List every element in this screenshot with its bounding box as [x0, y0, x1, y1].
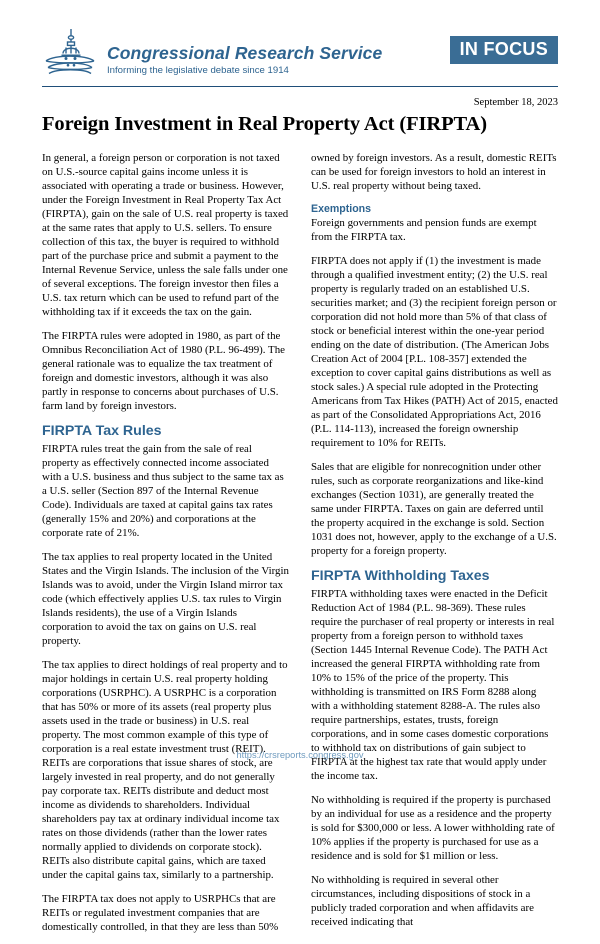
crs-tagline: Informing the legislative debate since 1914 — [107, 64, 289, 76]
paragraph: The FIRPTA rules were adopted in 1980, as part of the Omnibus Reconciliation Act of 1980 (P.L. 96-499). The general rationale was to equalize the tax treatment of foreign and domestic investors, although it was also partly in response to concerns about purchases of U.S. farm land by foreign investors. — [42, 329, 285, 412]
paragraph: No withholding is required if the property is purchased by an individual for use as a residence and the property is sold for $300,000 or less. A lower withholding rate of 10% applies if the property is purchased for use as a residence and is sold for $1 million or less. — [311, 794, 555, 863]
paragraph: The tax applies to direct holdings of real property and to major holdings in certain U.S. real property holding corporations (USRPHC). A USRPHC is a corporation that has 50% or more of its assets (real property plus assets used in the trade or business) in U.S. real property. The most common example of this type of corporation is a real estate investment trust (REIT). REITs are corporations that issue shares of stock, are largely invested in real property, and do not generally pay corporate tax. REITs distribute and deduct most income as dividends to shareholders. Individual shareholders pay tax at ordinary individual income tax rates on those dividends (rather than the lower rates normally applied to dividends on corporate stock). REITs also distribute capital gains, which are taxed under the capital gains tax, similarly to a partnership. — [42, 658, 288, 881]
paragraph: FIRPTA does not apply if (1) the investment is made through a qualified investment entity; (2) the U.S. real property is regularly traded on an established U.S. securities market; and (3) the recipient foreign person or corporation did not hold more than 5% of that class of stock or beneficial interest within the one-year period ending on the date of distribution. (The American Jobs Creation Act of 2004 [P.L. 108-357] extended the exception to cover capital gains distributions as well as stock sales.) A special rule adopted in the Protecting Americans from Tax Hikes (PATH) Act of 2015, enacted as part of the Consolidated Appropriations Act, 2016 (P.L. 114-113), increased the foreign ownership requirement to 10% for REITs. — [311, 255, 558, 450]
paragraph: owned by foreign investors. As a result, domestic REITs can be used for foreign investors to hold an interest in U.S. real property without being taxed. — [311, 151, 557, 192]
subsection-heading-exemptions: Exemptions — [311, 202, 372, 215]
body-columns — [42, 151, 558, 944]
page-title: Foreign Investment in Real Property Act (FIRPTA) — [42, 113, 487, 135]
masthead — [42, 28, 558, 80]
right-column — [311, 151, 558, 944]
in-focus-badge: IN FOCUS — [450, 36, 558, 64]
paragraph: In general, a foreign person or corporation is not taxed on U.S.-source capital gains income unless it is associated with operating a trade or business. However, under the Foreign Investment in Real Property Tax Act (FIRPTA), gain on the sale of U.S. real property is taxed at the same rates that apply to U.S. sellers. To ensure collection of this tax, the buyer is required to withhold part of the purchase price and submit a payment to the Internal Revenue Service, unless the sale falls under one of several exceptions. The foreign investor then files a U.S. tax return which can be used to refund part of the withholding tax if it exceeds the tax on the gain. — [42, 151, 289, 318]
crsreports-link[interactable]: https://crsreports.congress.gov — [236, 750, 364, 760]
paragraph: FIRPTA rules treat the gain from the sale of real property as effectively connected income associated with a U.S. business and thus subject to the same tax as a U.S. seller (Section 897 of the Internal Revenue Code). Individuals are taxed at capital gains tax rates (generally 15% and 20%) and corporations at the corporate rate of 21%. — [42, 442, 284, 539]
section-heading-firpta-tax-rules: FIRPTA Tax Rules — [42, 422, 162, 439]
paragraph: Foreign governments and pension funds are exempt from the FIRPTA tax. — [311, 217, 537, 244]
paragraph: The tax applies to real property located in the United States and the Virgin Islands. The inclusion of the Virgin Islands was to avoid, under the Virgin Island mirror tax code (which effectively applies U.S. tax rules to Virgin Islands residents), the use of a Virgin Islands corporation to avoid the tax on gains on U.S. real property. — [42, 550, 289, 647]
page-footer — [0, 745, 600, 763]
paragraph: No withholding is required in several other circumstances, including dispositions of stock in a publicly traded corporation and when affidavits are received indicating that — [311, 874, 534, 929]
crs-brand — [42, 28, 382, 78]
paragraph: The FIRPTA tax does not apply to USRPHCs that are REITs or regulated investment companies that are domestically controlled, in that they are less than 50% — [42, 892, 279, 933]
section-heading-firpta-withholding-taxes: FIRPTA Withholding Taxes — [311, 568, 490, 585]
paragraph: FIRPTA withholding taxes were enacted in the Deficit Reduction Act of 1984 (P.L. 98-369). These rules require the purchaser of real property or interests in real property from a foreign person to withhold taxes (Section 1445 Internal Revenue Code). The PATH Act increased the general FIRPTA withholding rate from 10% to 15% of the price of the property. This withholding is transmitted on IRS Form 8288 along with a withholding statement 8288-A. The rules also require partnerships, estates, trusts, foreign corporations, and in some cases domestic corporations to withhold tax on distributions of gain subject to FIRPTA at the highest tax rate that would apply under the income tax. — [311, 588, 555, 783]
header-divider — [42, 86, 558, 87]
publication-date: September 18, 2023 — [473, 97, 558, 108]
left-column — [42, 151, 289, 944]
brand-text — [107, 44, 382, 78]
paragraph: Sales that are eligible for nonrecognition under other rules, such as corporate reorganizations and like-kind exchanges (Section 1031), are generally treated the same under FIRPTA. Taxes on gain are deferred until the property acquired in the exchange is sold. Section 1031 does not, however, apply to the exchange of a U.S. property for a foreign property. — [311, 461, 557, 558]
crs-wordmark: Congressional Research Service — [107, 43, 383, 64]
capitol-dome-logo — [42, 28, 100, 78]
